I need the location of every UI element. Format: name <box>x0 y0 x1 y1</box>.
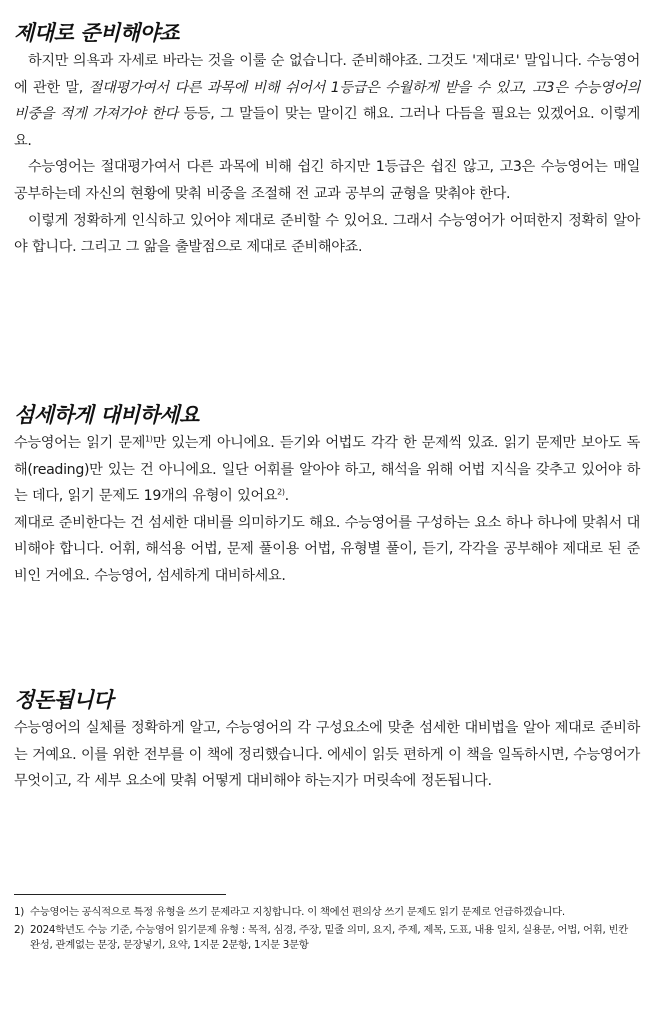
footnote-text: 2024학년도 수능 기준, 수능영어 읽기문제 유형 : 목적, 심경, 주장, 밑줄 의미, 요지, 주제, 제목, 도표, 내용 일치, 실용문, 어법, 어휘, 빈칸 완성, 관계없는 문장, 문장넣기, 요약, 1지문 2문항, 1지문 3문항 <box>30 923 628 952</box>
footnotes <box>14 905 640 956</box>
footnote-number: 2) <box>14 923 25 936</box>
paragraph <box>14 430 640 510</box>
footnote-item <box>14 905 640 921</box>
paragraph-text: 수능영어는 읽기 문제 <box>14 435 146 451</box>
footnote-text: 수능영어는 공식적으로 특정 유형을 쓰기 문제라고 지칭합니다. 이 책에선 편의상 쓰기 문제도 읽기 문제로 언급하겠습니다. <box>30 906 565 918</box>
footnote-item <box>14 923 640 954</box>
paragraph-text: . <box>284 488 289 505</box>
section-heading: 정돈됩니다 <box>14 688 113 712</box>
section-prepare-properly <box>14 18 640 261</box>
paragraph: 이렇게 정확하게 인식하고 있어야 제대로 준비할 수 있어요. 그래서 수능영어가 어떠한지 정확히 알아야 합니다. 그리고 그 앎을 출발점으로 제대로 준비해야죠. <box>14 212 640 256</box>
paragraph: 제대로 준비한다는 건 섬세한 대비를 의미하기도 해요. 수능영어를 구성하는 요소 하나 하나에 맞춰서 대비해야 합니다. 어휘, 해석용 어법, 문제 풀이용 어법, 유형별 풀이, 듣기, 각각을 공부해야 제대로 된 준비인 거에요. 수능영어, 섬세하게 대비하세요. <box>14 514 640 584</box>
paragraph: 수능영어의 실체를 정확하게 알고, 수능영어의 각 구성요소에 맞춘 섬세한 대비법을 알아 제대로 준비하는 거예요. 이를 위한 전부를 이 책에 정리했습니다. 에세이 읽듯 편하게 이 책을 일독하시면, 수능영어가 무엇이고, 각 세부 요소에 맞춰 어떻게 대비해야 하는지가 머릿속에 정돈됩니다. <box>14 720 640 790</box>
footnote-number: 1) <box>14 906 25 918</box>
paragraph-text: 만 있는게 아니에요. 듣기와 어법도 각각 한 문제씩 있죠. 읽기 문제만 보아도 독해(reading)만 있는 건 아니에요. 일단 어휘를 알아야 하고, 해석을 위해 어법 지식을 갖추고 있어야 하는 데다, 읽기 문제도 19개의 유형이 있어요 <box>14 435 640 505</box>
footnote-ref-2[interactable]: 2) <box>277 487 285 497</box>
italic-quote: 절대평가여서 다른 과목에 비해 쉬어서 1등급은 수월하게 받을 수 있고, 고3은 수능영어의 비중을 적게 가져가야 한다 <box>14 79 641 123</box>
paragraph <box>14 48 640 154</box>
section-organized <box>14 685 640 795</box>
footnote-divider <box>14 894 226 895</box>
paragraph: 수능영어는 절대평가여서 다른 과목에 비해 쉽긴 하지만 1등급은 쉽진 않고, 고3은 수능영어는 매일 공부하는데 자신의 현황에 맞춰 비중을 조절해 전 교과 공부의 균형을 맞춰야 한다. <box>14 159 640 202</box>
footnote-ref-1[interactable]: 1) <box>145 434 153 444</box>
paragraph-text: 등등, 그 말들이 맞는 말이긴 해요. 그러나 다듬을 필요는 있겠어요. 이렇게요. <box>14 106 640 149</box>
paragraph-text: 하지만 의욕과 자세로 바라는 것을 이룰 순 없습니다. 준비해야죠. 그것도 '제대로' 말입니다. 수능영어에 관한 말, <box>14 53 640 96</box>
section-heading: 섬세하게 대비하세요 <box>14 403 199 427</box>
section-heading: 제대로 준비해야죠 <box>14 21 180 45</box>
section-prepare-carefully <box>14 400 640 590</box>
